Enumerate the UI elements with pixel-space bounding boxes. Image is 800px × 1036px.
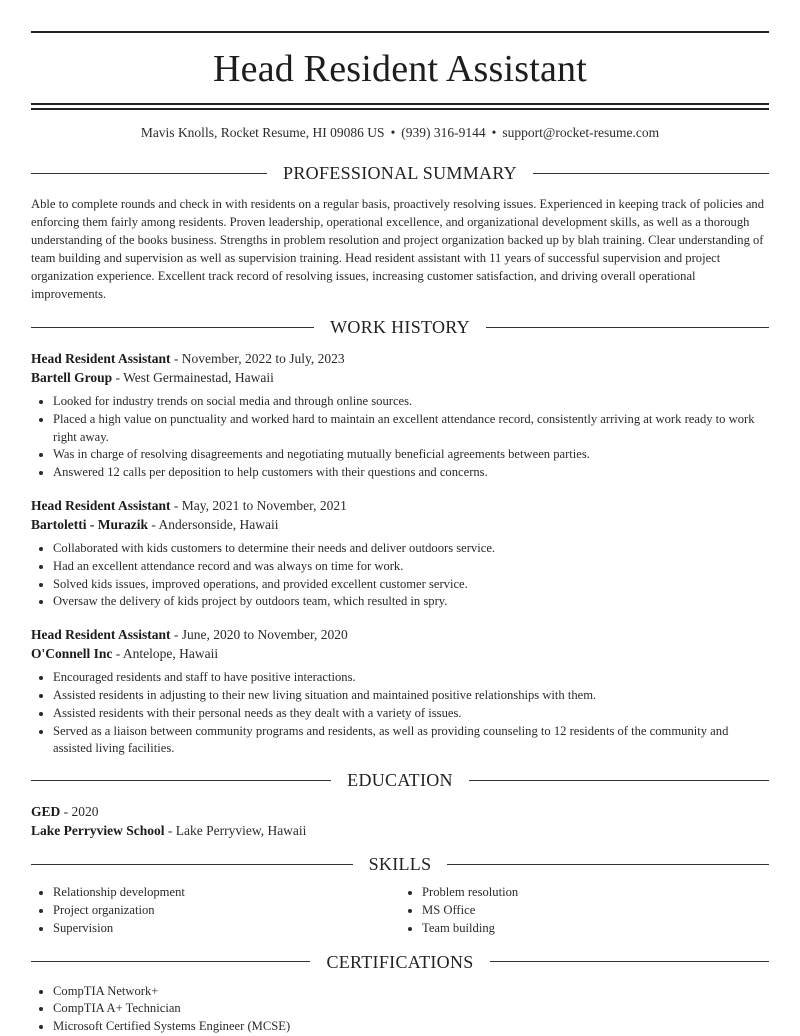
title-double-rule (31, 103, 769, 110)
job-bullet: • Solved kids issues, improved operations, and provided excellent customer service. (53, 576, 769, 594)
job-bullet: • Collaborated with kids customers to determine their needs and deliver outdoors service. (53, 540, 769, 558)
skill-item: • Supervision (53, 920, 400, 938)
job-bullets (31, 669, 769, 758)
job-dates: - November, 2022 to July, 2023 (170, 351, 345, 366)
education-degree: GED (31, 804, 61, 820)
section-rule (447, 864, 769, 865)
section-rule (486, 327, 769, 328)
section-rule (31, 961, 310, 962)
job-company-line (31, 515, 769, 534)
skill-item: • Problem resolution (422, 884, 769, 902)
section-header-education (31, 768, 769, 792)
job-location: - West Germainestad, Hawaii (112, 370, 274, 385)
certifications-list (31, 983, 769, 1036)
job-entry (31, 625, 769, 758)
job-entry (31, 349, 769, 482)
job-company: Bartell Group (31, 370, 113, 385)
job-title-line (31, 349, 769, 368)
job-bullet: • Had an excellent attendance record and was always on time for work. (53, 558, 769, 576)
skills-column-right (400, 884, 769, 937)
section-rule (31, 864, 353, 865)
job-bullet: • Answered 12 calls per deposition to help customers with their questions and concerns. (53, 464, 769, 482)
education-year: - 2020 (60, 804, 99, 820)
job-bullets (31, 540, 769, 611)
job-location: - Andersonside, Hawaii (147, 516, 279, 532)
section-rule (31, 327, 314, 328)
job-location: - Antelope, Hawaii (112, 646, 219, 662)
contact-line (31, 124, 769, 142)
job-bullet: • Assisted residents in adjusting to their new living situation and maintained positive relationships with them. (53, 687, 769, 705)
job-bullet: • Was in charge of resolving disagreements and negotiating mutually beneficial agreements between parties. (53, 446, 769, 464)
certification-item: • Microsoft Certified Systems Engineer (MCSE) (53, 1018, 769, 1036)
job-bullet: • Served as a liaison between community programs and residents, as well as providing counseling to 12 residents of the community and assisted living facilities. (53, 723, 769, 759)
job-bullet: • Assisted residents with their personal needs as they dealt with a variety of issues. (53, 705, 769, 723)
education-degree-line (31, 802, 769, 821)
job-bullets (31, 393, 769, 482)
certification-item: • CompTIA A+ Technician (53, 1000, 769, 1018)
job-bullet: • Looked for industry trends on social media and through online sources. (53, 393, 769, 411)
job-title: Head Resident Assistant (31, 627, 171, 643)
section-header-certifications (31, 950, 769, 974)
section-title-skills: SKILLS (368, 854, 432, 875)
job-title-line (31, 625, 769, 644)
job-company: O'Connell Inc (31, 646, 113, 662)
education-school-line (31, 821, 769, 840)
education-school: Lake Perryview School (31, 823, 165, 839)
section-header-skills (31, 852, 769, 876)
job-bullet: • Oversaw the delivery of kids project by outdoors team, which resulted in spry. (53, 593, 769, 611)
contact-separator: • (491, 125, 497, 140)
section-rule (490, 961, 769, 962)
section-rule (31, 780, 331, 781)
section-rule (31, 173, 267, 174)
job-company-line (31, 368, 769, 387)
job-title-line (31, 496, 769, 515)
certification-item: • CompTIA Network+ (53, 983, 769, 1001)
top-rule (31, 31, 769, 33)
job-bullet: • Placed a high value on punctuality and worked hard to maintain an excellent attendance record, consistently arriving at work ready to work right away. (53, 411, 769, 447)
skill-item: • MS Office (422, 902, 769, 920)
section-title-work: WORK HISTORY (330, 317, 470, 337)
skill-item: • Team building (422, 920, 769, 938)
resume-page (31, 31, 769, 1036)
skills-column-left (31, 884, 400, 937)
skill-item: • Project organization (53, 902, 400, 920)
skill-item: • Relationship development (53, 884, 400, 902)
contact-separator: • (390, 125, 396, 140)
section-title-summary: PROFESSIONAL SUMMARY (283, 163, 517, 183)
resume-title: Head Resident Assistant (212, 48, 587, 90)
job-dates: - June, 2020 to November, 2020 (170, 627, 348, 643)
section-header-work (31, 315, 769, 339)
contact-address: Mavis Knolls, Rocket Resume, HI 09086 US (140, 125, 385, 140)
section-title-education: EDUCATION (347, 770, 453, 791)
education-entry (31, 802, 769, 840)
job-dates: - May, 2021 to November, 2021 (170, 497, 347, 513)
job-title: Head Resident Assistant (31, 497, 171, 513)
job-entry (31, 496, 769, 611)
job-bullet: • Encouraged residents and staff to have positive interactions. (53, 669, 769, 687)
section-header-summary (31, 161, 769, 185)
summary-text: Able to complete rounds and check in with residents on a regular basis, proactively resolving issues. Experienced in keeping track of policies and enforcing them fairly among residents. Proven leadership, operational excellence, and organizational development skills, as well as a thorough understanding of the books business. Strengths in problem resolution and project organization backed up by blah training. Clear understanding of team building and supervision as well as supervision training. Head resident assistant with 11 years of successful supervision and project organization experience. Excellent track record of resolving issues, increasing customer satisfaction, and driving overall operational improvements. (31, 197, 765, 301)
job-company-line (31, 644, 769, 663)
skills-grid (31, 884, 769, 937)
section-rule (469, 780, 769, 781)
section-title-certifications: CERTIFICATIONS (326, 951, 474, 972)
contact-phone: (939) 316-9144 (401, 125, 486, 140)
job-company: Bartoletti - Murazik (31, 516, 148, 532)
section-rule (533, 173, 769, 174)
contact-email: support@rocket-resume.com (502, 125, 660, 140)
education-location: - Lake Perryview, Hawaii (164, 823, 307, 839)
job-title: Head Resident Assistant (31, 351, 171, 366)
